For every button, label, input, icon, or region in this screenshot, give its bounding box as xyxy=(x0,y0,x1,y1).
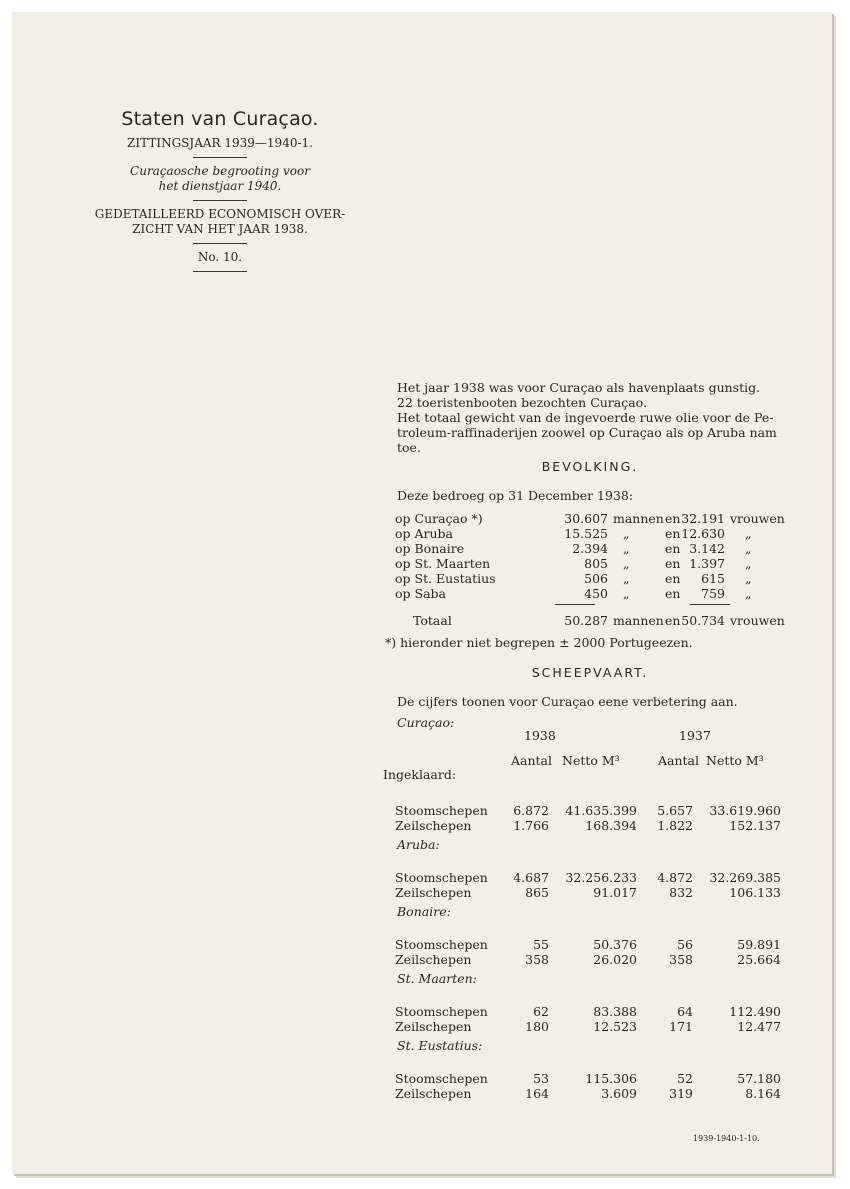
total-men: 50.287 xyxy=(564,613,608,628)
count-1937: 5.657 xyxy=(657,803,693,818)
population-women: 1.397 xyxy=(689,556,725,571)
count-1938: 1.766 xyxy=(513,818,549,833)
netto-1938: 91.017 xyxy=(593,885,637,900)
year-1937: 1937 xyxy=(679,728,711,743)
ship-type: Stoomschepen xyxy=(395,870,488,885)
section-name: Curaçao: xyxy=(397,715,455,730)
population-women: 615 xyxy=(701,571,725,586)
netto-1938: 32.256.233 xyxy=(565,870,637,885)
population-women-unit: „ xyxy=(745,526,752,541)
total-label: Totaal xyxy=(413,613,452,628)
divider xyxy=(193,157,247,158)
column-netto-1938: Netto M³ xyxy=(562,753,620,768)
ship-type: Zeilschepen xyxy=(395,818,472,833)
netto-1937: 8.164 xyxy=(745,1086,781,1101)
population-label: op St. Maarten xyxy=(395,556,491,571)
ship-type: Stoomschepen xyxy=(395,803,488,818)
netto-1938: 50.376 xyxy=(593,937,637,952)
document-page xyxy=(12,12,832,1174)
ship-type: Zeilschepen xyxy=(395,952,472,967)
netto-1938: 41.635.399 xyxy=(565,803,637,818)
population-label: op Aruba xyxy=(395,526,454,541)
ship-type: Stoomschepen xyxy=(395,937,488,952)
count-1937: 358 xyxy=(669,952,693,967)
population-intro: Deze bedroeg op 31 December 1938: xyxy=(397,488,634,503)
population-men-unit: mannen xyxy=(613,511,664,526)
subject-line-2: ZICHT VAN HET JAAR 1938. xyxy=(132,222,308,236)
netto-1937: 33.619.960 xyxy=(709,803,781,818)
count-1938: 164 xyxy=(525,1086,549,1101)
population-women: 32.191 xyxy=(681,511,725,526)
section-name: Bonaire: xyxy=(397,904,451,919)
intro-line: 22 toeristenbooten bezochten Curaçao. xyxy=(397,395,647,410)
population-label: op Bonaire xyxy=(395,541,465,556)
document-number: No. 10. xyxy=(197,250,243,264)
netto-1937: 25.664 xyxy=(737,952,781,967)
count-1938: 53 xyxy=(533,1071,549,1086)
count-1938: 358 xyxy=(525,952,549,967)
population-label: op Saba xyxy=(395,586,446,601)
column-count-1938: Aantal xyxy=(511,753,553,768)
population-men-unit: „ xyxy=(623,541,630,556)
population-en: en xyxy=(665,571,681,586)
count-1938: 180 xyxy=(525,1019,549,1034)
total-en: en xyxy=(665,613,681,628)
shipping-intro: De cijfers toonen voor Curaçao eene verbetering aan. xyxy=(397,694,738,709)
total-women-unit: vrouwen xyxy=(730,613,785,628)
count-1938: 4.687 xyxy=(513,870,549,885)
population-men: 805 xyxy=(584,556,608,571)
document-code: 1939-1940-1-10. xyxy=(693,1134,760,1143)
netto-1937: 112.490 xyxy=(729,1004,781,1019)
budget-line-2: het dienstjaar 1940. xyxy=(158,179,282,193)
subject-line-1: GEDETAILLEERD ECONOMISCH OVER- xyxy=(94,207,346,221)
intro-line: Het jaar 1938 was voor Curaçao als havenplaats gunstig. xyxy=(397,380,761,395)
population-en: en xyxy=(665,511,681,526)
population-women: 759 xyxy=(701,586,725,601)
population-men: 450 xyxy=(584,586,608,601)
netto-1938: 12.523 xyxy=(593,1019,637,1034)
population-women: 3.142 xyxy=(689,541,725,556)
population-women-unit: „ xyxy=(745,571,752,586)
population-women-unit: „ xyxy=(745,556,752,571)
population-women-unit: vrouwen xyxy=(730,511,785,526)
netto-1937: 106.133 xyxy=(729,885,781,900)
count-1937: 4.872 xyxy=(657,870,693,885)
sum-rule xyxy=(555,604,595,605)
population-men-unit: „ xyxy=(623,526,630,541)
population-women-unit: „ xyxy=(745,586,752,601)
count-1937: 319 xyxy=(669,1086,693,1101)
count-1938: 62 xyxy=(533,1004,549,1019)
intro-line: Het totaal gewicht van de ingevoerde ruwe olie voor de Pe- xyxy=(397,410,774,425)
intro-line: troleum-raffinaderijen zoowel op Curaçao als op Aruba nam xyxy=(397,425,777,440)
sum-rule xyxy=(690,604,730,605)
count-1937: 171 xyxy=(669,1019,693,1034)
count-1937: 1.822 xyxy=(657,818,693,833)
population-label: op Curaçao *) xyxy=(395,511,483,526)
netto-1937: 152.137 xyxy=(729,818,781,833)
population-men-unit: „ xyxy=(623,586,630,601)
population-en: en xyxy=(665,541,681,556)
count-1938: 6.872 xyxy=(513,803,549,818)
ship-type: Stoomschepen xyxy=(395,1004,488,1019)
netto-1937: 57.180 xyxy=(737,1071,781,1086)
session-line: ZITTINGSJAAR 1939—1940-1. xyxy=(127,136,313,150)
population-men: 15.525 xyxy=(564,526,608,541)
population-men-unit: „ xyxy=(623,556,630,571)
section-name: St. Maarten: xyxy=(397,971,477,986)
netto-1937: 59.891 xyxy=(737,937,781,952)
divider xyxy=(193,243,247,244)
population-men: 2.394 xyxy=(572,541,608,556)
budget-line-1: Curaçaosche begrooting voor xyxy=(130,164,310,178)
ship-type: Stoomschepen xyxy=(395,1071,488,1086)
population-men-unit: „ xyxy=(623,571,630,586)
netto-1938: 83.388 xyxy=(593,1004,637,1019)
netto-1938: 26.020 xyxy=(593,952,637,967)
total-women: 50.734 xyxy=(681,613,725,628)
count-1937: 832 xyxy=(669,885,693,900)
count-1938: 865 xyxy=(525,885,549,900)
shipping-heading: SCHEEPVAART. xyxy=(531,665,649,680)
count-1938: 55 xyxy=(533,937,549,952)
count-1937: 56 xyxy=(677,937,693,952)
netto-1937: 12.477 xyxy=(737,1019,781,1034)
divider xyxy=(193,271,247,272)
total-men-unit: mannen xyxy=(613,613,664,628)
population-label: op St. Eustatius xyxy=(395,571,496,586)
cleared-label: Ingeklaard: xyxy=(383,767,457,782)
population-en: en xyxy=(665,586,681,601)
section-name: Aruba: xyxy=(397,837,440,852)
column-netto-1937: Netto M³ xyxy=(706,753,764,768)
netto-1937: 32.269.385 xyxy=(709,870,781,885)
section-name: St. Eustatius: xyxy=(397,1038,483,1053)
column-count-1937: Aantal xyxy=(658,753,700,768)
ship-type: Zeilschepen xyxy=(395,885,472,900)
year-1938: 1938 xyxy=(524,728,556,743)
intro-paragraph xyxy=(397,380,783,455)
netto-1938: 168.394 xyxy=(585,818,637,833)
divider xyxy=(193,200,247,201)
netto-1938: 115.306 xyxy=(585,1071,637,1086)
document-title: Staten van Curaçao. xyxy=(121,108,319,130)
count-1937: 64 xyxy=(677,1004,693,1019)
intro-line: toe. xyxy=(397,440,421,455)
population-en: en xyxy=(665,556,681,571)
ship-type: Zeilschepen xyxy=(395,1086,472,1101)
population-en: en xyxy=(665,526,681,541)
population-men: 30.607 xyxy=(564,511,608,526)
population-footnote: *) hieronder niet begrepen ± 2000 Portugeezen. xyxy=(385,635,693,650)
population-women-unit: „ xyxy=(745,541,752,556)
population-heading: BEVOLKING. xyxy=(541,459,639,474)
population-men: 506 xyxy=(584,571,608,586)
document-header xyxy=(70,108,370,278)
ship-type: Zeilschepen xyxy=(395,1019,472,1034)
count-1937: 52 xyxy=(677,1071,693,1086)
netto-1938: 3.609 xyxy=(601,1086,637,1101)
population-women: 12.630 xyxy=(681,526,725,541)
